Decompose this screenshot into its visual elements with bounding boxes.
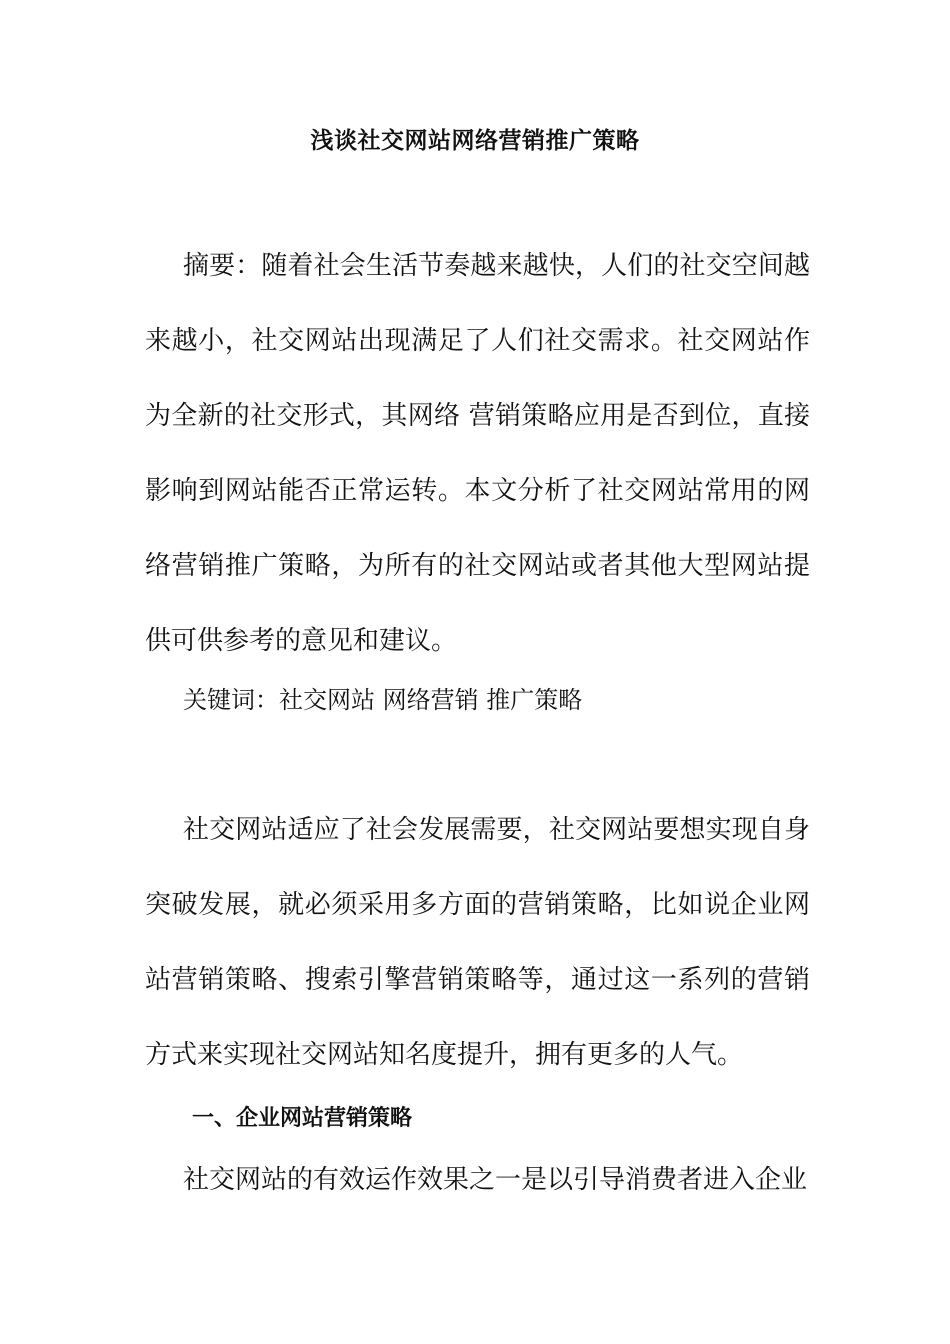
abstract-paragraph: 摘要：随着社会生活节奏越来越快，人们的社交空间越来越小，社交网站出现满足了人们社交需求。社交网站作为全新的社交形式，其网络 营销策略应用是否到位，直接影响到网站能否正常运转。本文分析了社交网站常用的网络营销推广策略，为所有的社交网站或者其他大型网站提供可供参考的意见和建议。 <box>145 251 810 656</box>
keywords-line: 关键词：社交网站 网络营销 推广策略 <box>183 686 583 714</box>
section-paragraph: 社交网站的有效运作效果之一是以引导消费者进入企业 <box>183 1165 808 1195</box>
intro-paragraph: 社交网站适应了社会发展需要，社交网站要想实现自身突破发展，就必须采用多方面的营销策略，比如说企业网站营销策略、搜索引擎营销策略等，通过这一系列的营销方式来实现社交网站知名度提升，拥有更多的人气。 <box>145 815 810 1070</box>
section-heading: 一、企业网站营销策略 <box>192 1106 413 1131</box>
document-title: 浅谈社交网站网络营销推广策略 <box>310 128 640 154</box>
